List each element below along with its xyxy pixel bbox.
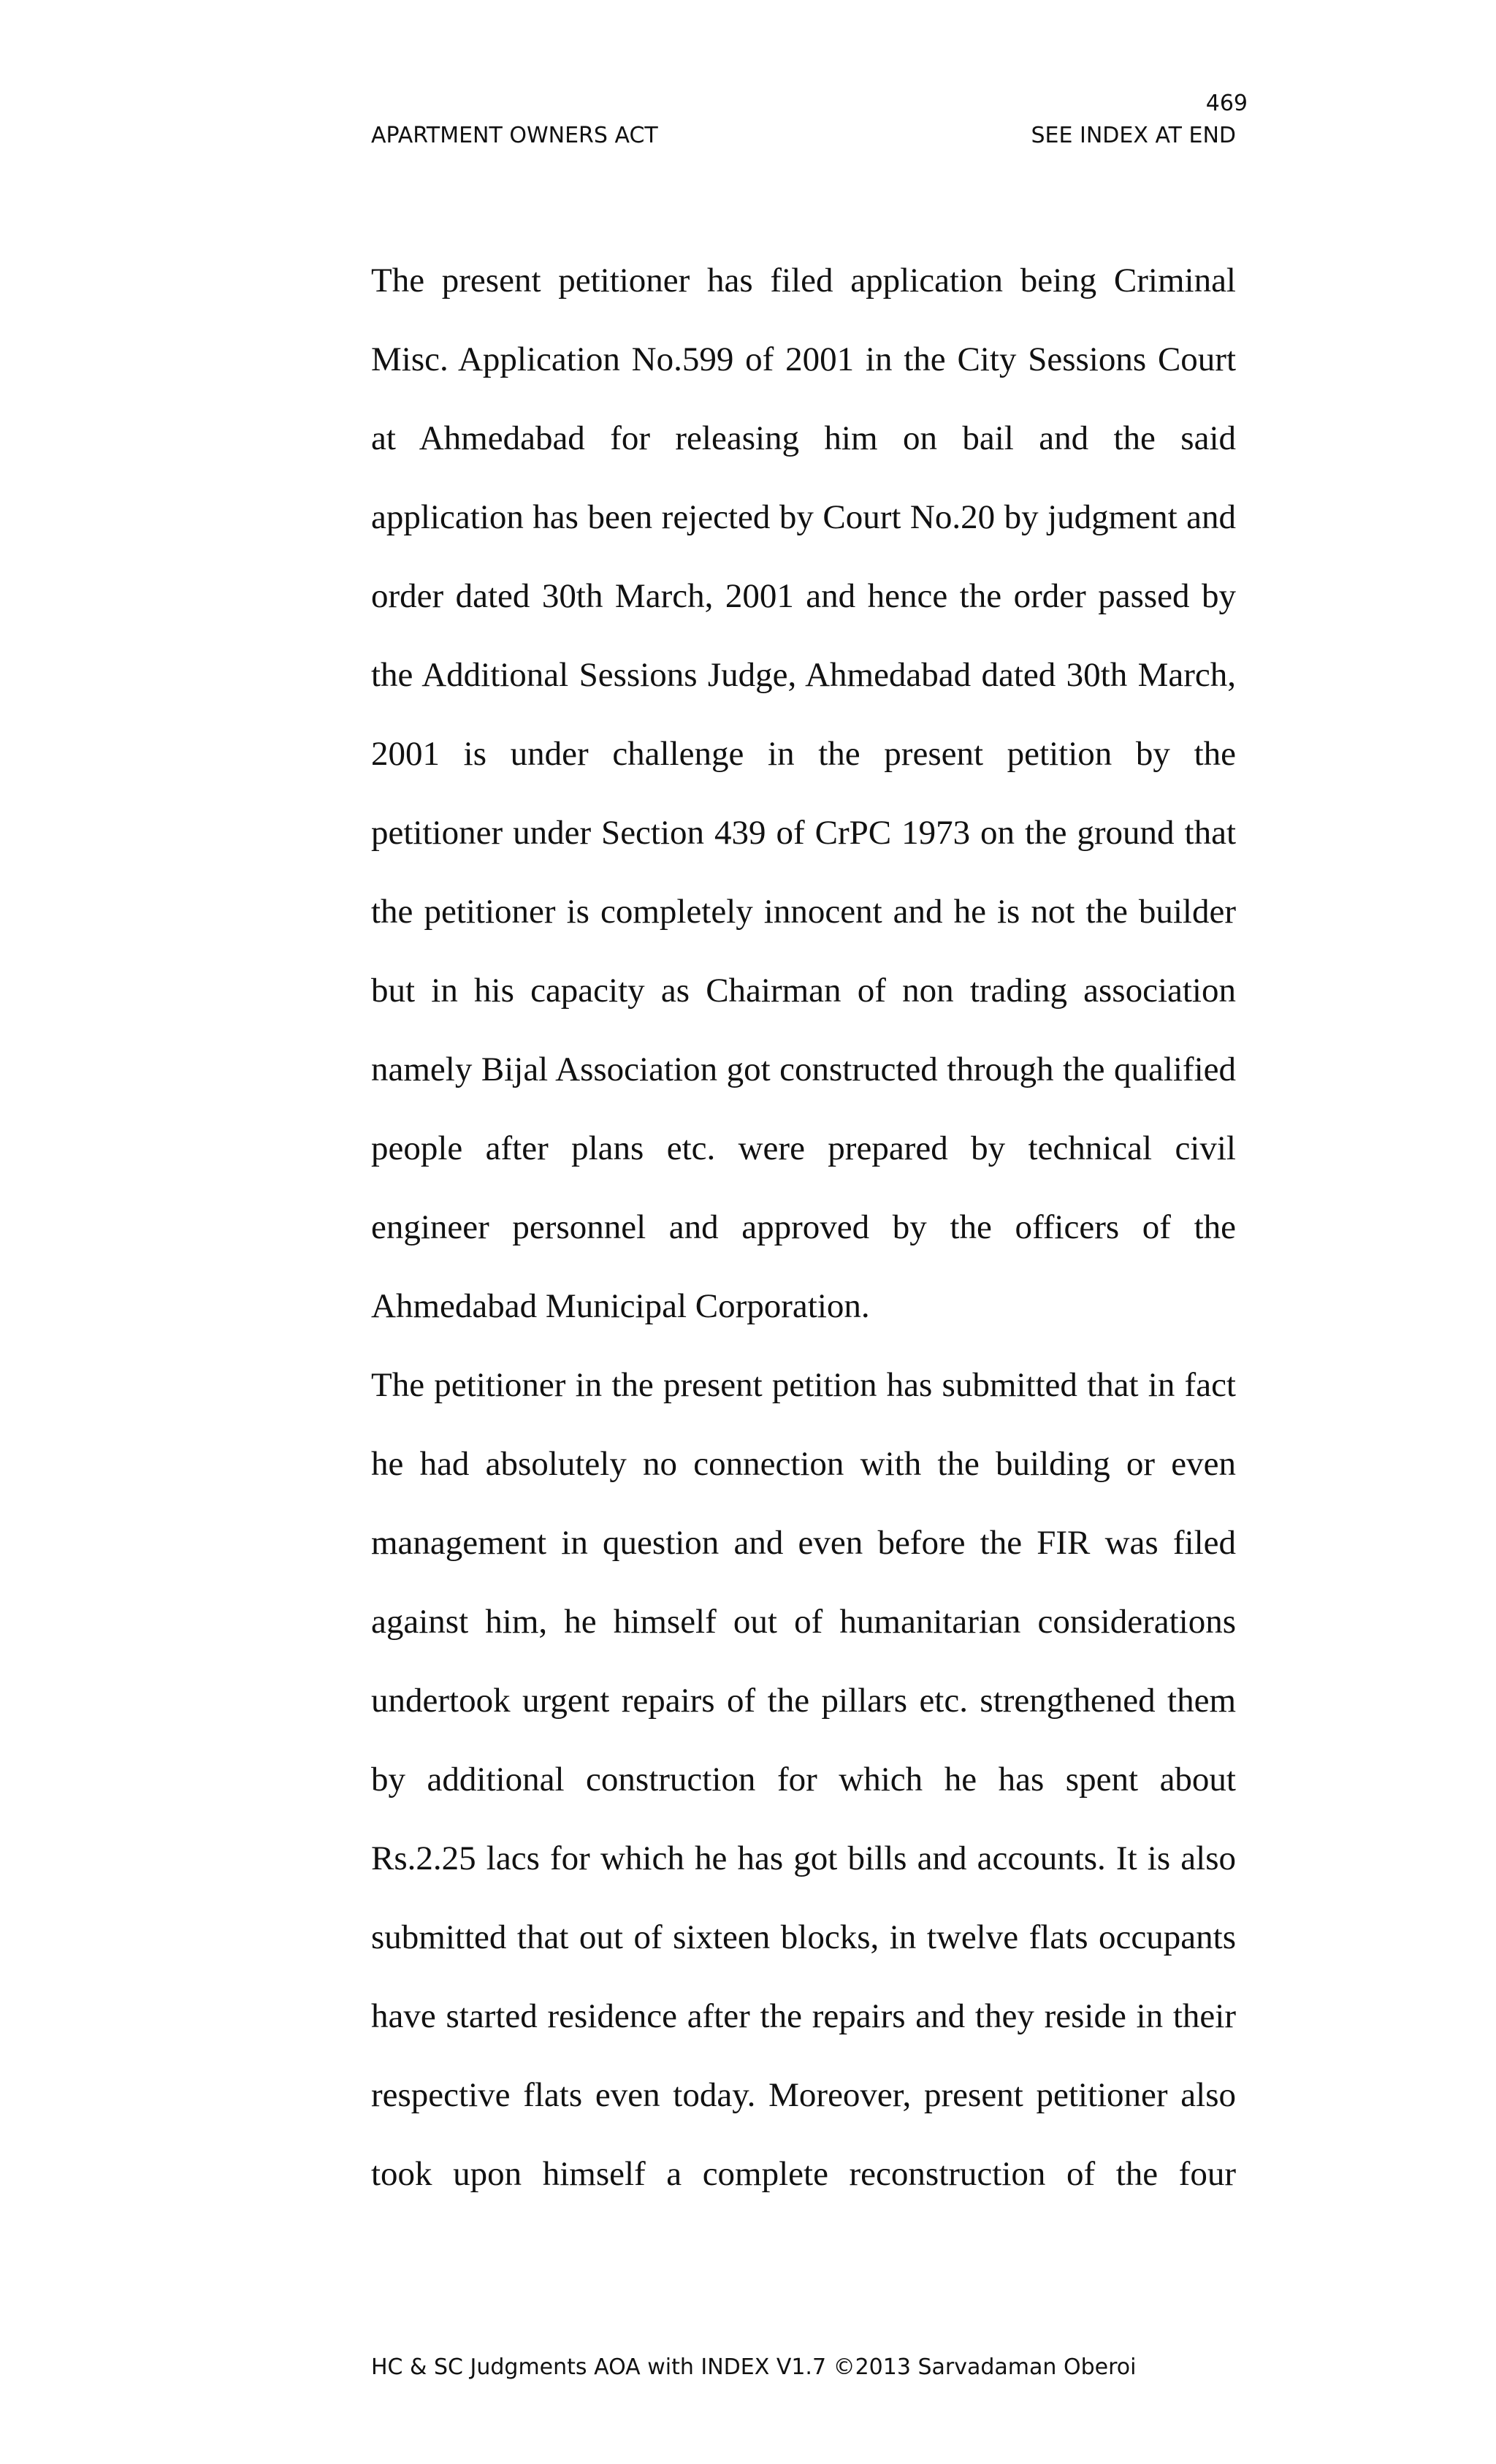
text-line: the petitioner is completely innocent and he is not the builder — [371, 893, 1236, 931]
text-line: petitioner under Section 439 of CrPC 1973 on the ground that — [371, 814, 1236, 852]
text-line: have started residence after the repairs and they reside in their — [371, 1997, 1236, 2035]
text-line: order dated 30th March, 2001 and hence the order passed by — [371, 577, 1236, 615]
text-line: against him, he himself out of humanitarian considerations — [371, 1603, 1236, 1641]
text-line: The present petitioner has filed application being Criminal — [371, 262, 1236, 300]
text-line: The petitioner in the present petition has submitted that in fact — [371, 1366, 1236, 1404]
page-number: 469 — [1205, 91, 1248, 116]
header-index-note: SEE INDEX AT END — [1031, 123, 1236, 148]
text-line: Rs.2.25 lacs for which he has got bills and accounts. It is also — [371, 1839, 1236, 1877]
text-line: undertook urgent repairs of the pillars etc. strengthened them — [371, 1682, 1236, 1720]
judgment-body-text — [371, 260, 1236, 2232]
text-line: namely Bijal Association got constructed through the qualified — [371, 1050, 1236, 1088]
text-line: he had absolutely no connection with the building or even — [371, 1445, 1236, 1483]
text-line: by additional construction for which he has spent about — [371, 1761, 1236, 1799]
text-line: Ahmedabad Municipal Corporation. — [371, 1287, 870, 1325]
text-line: engineer personnel and approved by the officers of the — [371, 1208, 1236, 1246]
text-line: respective flats even today. Moreover, present petitioner also — [371, 2076, 1236, 2114]
header-title: APARTMENT OWNERS ACT — [371, 123, 658, 148]
text-line: submitted that out of sixteen blocks, in twelve flats occupants — [371, 1918, 1236, 1956]
text-line: at Ahmedabad for releasing him on bail and the said — [371, 419, 1236, 457]
text-line: 2001 is under challenge in the present petition by the — [371, 735, 1236, 773]
text-line: people after plans etc. were prepared by technical civil — [371, 1129, 1236, 1167]
text-line: but in his capacity as Chairman of non trading association — [371, 972, 1236, 1010]
page-footer: HC & SC Judgments AOA with INDEX V1.7 ©2013 Sarvadaman Oberoi — [371, 2354, 1137, 2380]
running-header — [371, 123, 1236, 149]
text-line: Misc. Application No.599 of 2001 in the City Sessions Court — [371, 340, 1236, 378]
text-line: took upon himself a complete reconstruction of the four — [371, 2155, 1236, 2193]
text-line: management in question and even before the FIR was filed — [371, 1524, 1236, 1562]
text-line: application has been rejected by Court No.20 by judgment and — [371, 498, 1236, 536]
text-line: the Additional Sessions Judge, Ahmedabad dated 30th March, — [371, 656, 1236, 694]
